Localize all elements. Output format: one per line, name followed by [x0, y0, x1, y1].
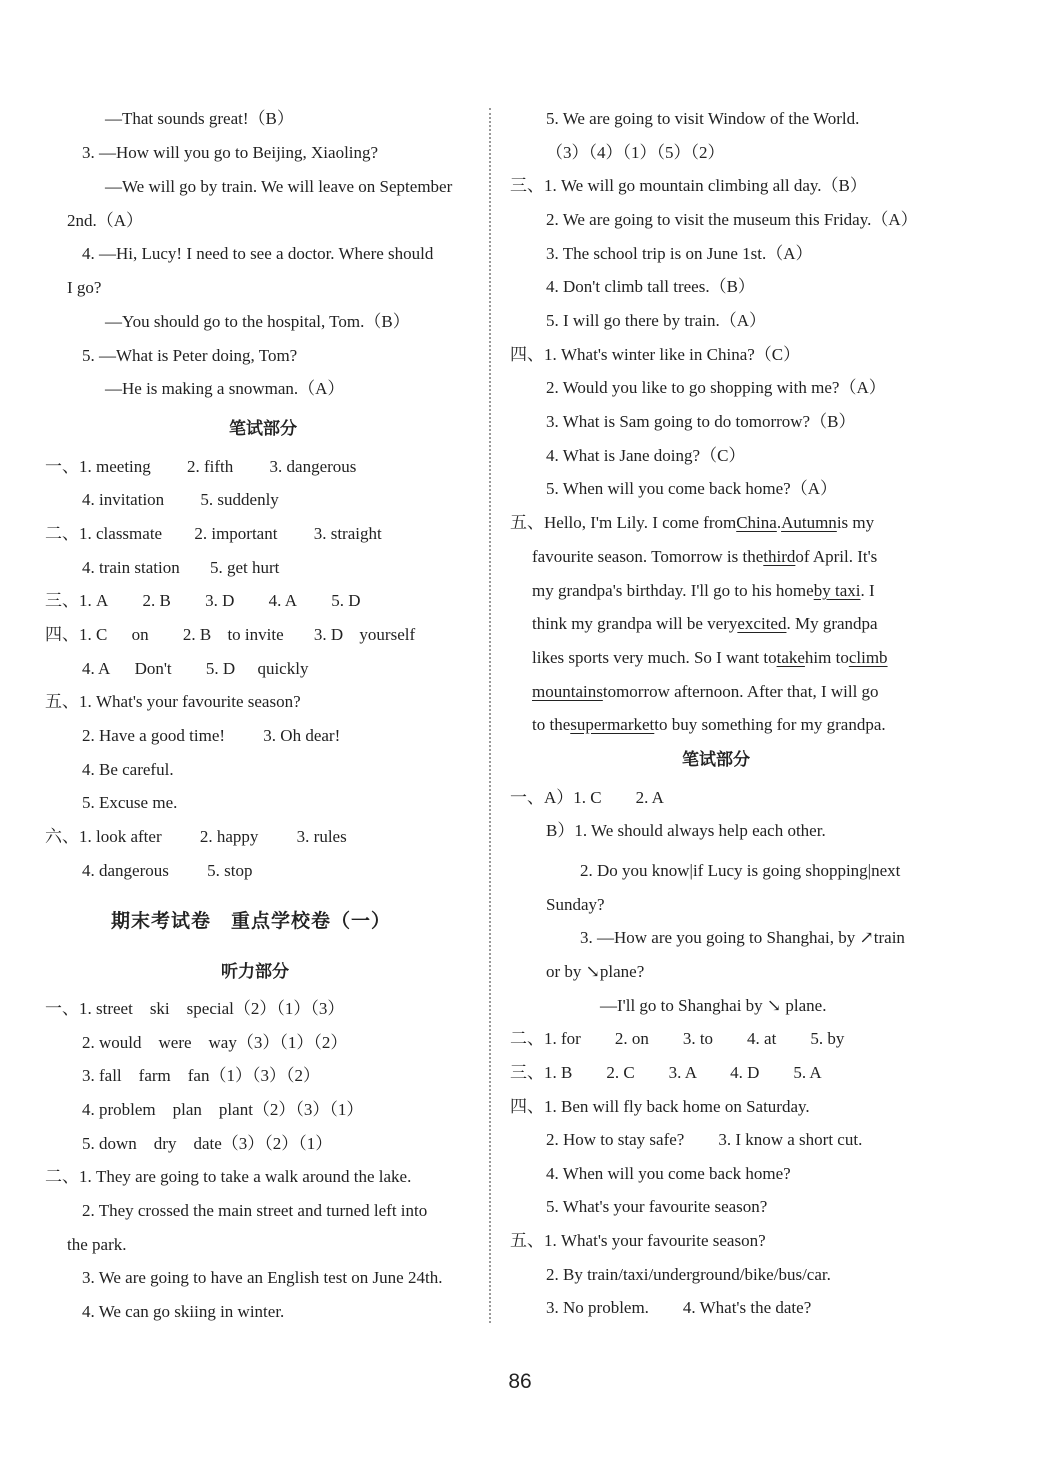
text: is my — [836, 513, 875, 532]
filled-blank: third — [763, 547, 796, 566]
answer: 2. Have a good time! — [82, 726, 226, 745]
answer: 3. straight — [313, 524, 382, 543]
answer-line: 5. Excuse me. — [82, 793, 178, 812]
text-line: 5. —What is Peter doing, Tom? — [82, 346, 298, 365]
text-line: 4. —Hi, Lucy! I need to see a doctor. Where should — [82, 244, 434, 263]
text-line: 5. We are going to visit Window of the World. — [546, 109, 860, 128]
text: . — [776, 513, 782, 532]
text: likes sports very much. So I want to — [532, 648, 777, 667]
answer: 3. dangerous — [269, 457, 357, 476]
answer-line: 2. They crossed the main street and turned left into — [82, 1201, 428, 1220]
text: tomorrow afternoon. After that, I will go — [602, 682, 879, 701]
answer: 二、1. classmate — [45, 524, 163, 543]
answer-line: 2. Do you know|if Lucy is going shopping|next — [580, 861, 901, 880]
answer-line: 五、1. What's your favourite season? — [45, 692, 301, 711]
filled-blank: China — [736, 513, 777, 532]
text: him to — [804, 648, 849, 667]
answer: 4. train station — [82, 558, 180, 577]
answer: 5. stop — [207, 861, 253, 880]
text-line: 四、1. What's winter like in China?（C） — [510, 345, 801, 364]
text-line: 2. Would you like to go shopping with me?（A） — [546, 378, 886, 397]
answer-line: 三、1. B 2. C 3. A 4. D 5. A — [510, 1063, 822, 1082]
answer-line: 2. would were way（3）（1）（2） — [82, 1033, 348, 1052]
answer: 4. dangerous — [82, 861, 169, 880]
text-line: 4. Don't climb tall trees.（B） — [546, 277, 755, 296]
answer: 3. D — [313, 625, 344, 644]
answer: 5. suddenly — [200, 490, 279, 509]
answer-line: the park. — [67, 1235, 127, 1254]
answer: on — [131, 625, 149, 644]
answer-line — [82, 860, 252, 882]
answer-line: 4. We can go skiing in winter. — [82, 1302, 285, 1321]
answer-line: 3. fall farm fan（1）（3）（2） — [82, 1066, 320, 1085]
answer: 四、1. C — [45, 625, 108, 644]
answer: to invite — [227, 625, 284, 644]
answer: 六、1. look after — [45, 827, 162, 846]
passage-line — [532, 681, 879, 703]
answer-line — [82, 489, 279, 511]
passage-line — [532, 613, 878, 635]
exam-title: 期末考试卷 重点学校卷（一） — [111, 910, 392, 932]
answer-line: 五、1. What's your favourite season? — [510, 1231, 766, 1250]
answer: 2. fifth — [187, 457, 234, 476]
text: my grandpa's birthday. I'll go to his home — [532, 581, 814, 600]
answer: 5. get hurt — [209, 558, 280, 577]
answer-line: Sunday? — [546, 895, 605, 914]
passage-line — [532, 647, 888, 669]
passage-line — [510, 512, 874, 534]
answer-line: 一、A）1. C 2. A — [510, 788, 664, 807]
answer: 一、1. meeting — [45, 457, 151, 476]
text: . My grandpa — [786, 614, 878, 633]
text: favourite season. Tomorrow is the — [532, 547, 764, 566]
section-heading: 笔试部分 — [229, 419, 297, 439]
answer-line: 5. What's your favourite season? — [546, 1197, 768, 1216]
answer: quickly — [257, 659, 309, 678]
filled-blank: mountains — [532, 682, 603, 701]
answer-line: B）1. We should always help each other. — [546, 821, 826, 840]
page-number: 86 — [508, 1370, 532, 1393]
answer-line: 4. When will you come back home? — [546, 1164, 791, 1183]
answer-line — [45, 826, 347, 848]
answer: 4. A — [82, 659, 111, 678]
passage-line — [532, 580, 875, 602]
text-line: 3. What is Sam going to do tomorrow?（B） — [546, 412, 856, 431]
text-line: 2nd.（A） — [67, 211, 144, 230]
answer-line: 一、1. street ski special（2）（1）（3） — [45, 999, 345, 1018]
text-line: —He is making a snowman.（A） — [105, 379, 345, 398]
text-line: —That sounds great!（B） — [105, 109, 294, 128]
answer-line: 2. How to stay safe? 3. I know a short cut. — [546, 1130, 863, 1149]
answer: 5. D — [205, 659, 236, 678]
answer-line: 二、1. for 2. on 3. to 4. at 5. by — [510, 1029, 845, 1048]
answer-line: 3. —How are you going to Shanghai, by ↗train — [580, 928, 905, 947]
text-line: I go? — [67, 278, 102, 297]
answer: 3. Oh dear! — [263, 726, 341, 745]
passage-line — [532, 546, 877, 568]
answer: 三、1. A — [45, 591, 109, 610]
filled-blank: supermarket — [570, 715, 655, 734]
text-line: —We will go by train. We will leave on September — [105, 177, 453, 196]
text: to buy something for my grandpa. — [654, 715, 886, 734]
answer-line: 4. Be careful. — [82, 760, 174, 779]
text-line: 5. I will go there by train.（A） — [546, 311, 767, 330]
section-heading: 听力部分 — [221, 962, 289, 982]
filled-blank: Autumn — [781, 513, 837, 532]
text: think my grandpa will be very — [532, 614, 738, 633]
answer: 4. A — [268, 591, 297, 610]
text: . I — [860, 581, 875, 600]
answer: 3. D — [205, 591, 235, 610]
answer: yourself — [359, 625, 416, 644]
answer-line — [45, 456, 356, 478]
filled-blank: take — [776, 648, 805, 667]
answer-line: —I'll go to Shanghai by ↘ plane. — [600, 996, 827, 1015]
answer: 2. happy — [199, 827, 259, 846]
text-line: 3. The school trip is on June 1st.（A） — [546, 244, 813, 263]
answer: Don't — [134, 659, 172, 678]
answer-line: 四、1. Ben will fly back home on Saturday. — [510, 1097, 810, 1116]
answer-line — [82, 557, 279, 579]
text-line: 5. When will you come back home?（A） — [546, 479, 837, 498]
answer-line — [82, 725, 340, 747]
answer-line — [45, 590, 361, 612]
answer-line: 2. By train/taxi/underground/bike/bus/car. — [546, 1265, 831, 1284]
answer: 4. invitation — [82, 490, 165, 509]
answer-line: 4. problem plan plant（2）（3）（1） — [82, 1100, 364, 1119]
answer: 2. B — [182, 625, 212, 644]
answer-line — [45, 523, 382, 545]
answer-line: 5. down dry date（3）（2）（1） — [82, 1134, 333, 1153]
filled-blank: by taxi — [813, 581, 861, 600]
text-line: 三、1. We will go mountain climbing all day.（B） — [510, 176, 867, 195]
filled-blank: excited — [737, 614, 787, 633]
text-line: —You should go to the hospital, Tom.（B） — [105, 312, 410, 331]
answer-line: or by ↘plane? — [546, 962, 645, 981]
column-divider — [489, 108, 491, 1323]
filled-blank: climb — [848, 648, 888, 667]
passage-line — [532, 714, 886, 736]
text: 五、Hello, I'm Lily. I come from — [510, 513, 737, 532]
section-heading: 笔试部分 — [682, 750, 750, 770]
answer: 2. B — [142, 591, 171, 610]
answer-line: 二、1. They are going to take a walk around the lake. — [45, 1167, 412, 1186]
text-line: 4. What is Jane doing?（C） — [546, 446, 746, 465]
text: of April. It's — [795, 547, 878, 566]
text-line: （3）（4）（1）（5）（2） — [546, 143, 725, 162]
answer-line: 3. No problem. 4. What's the date? — [546, 1298, 812, 1317]
answer: 5. D — [331, 591, 361, 610]
answer: 2. important — [194, 524, 278, 543]
text-line: 2. We are going to visit the museum this Friday.（A） — [546, 210, 918, 229]
answer-line — [45, 624, 415, 646]
answer-line — [82, 658, 308, 680]
answer: 3. rules — [296, 827, 347, 846]
text: to the — [532, 715, 571, 734]
answer-line: 3. We are going to have an English test on June 24th. — [82, 1268, 443, 1287]
text-line: 3. —How will you go to Beijing, Xiaoling? — [82, 143, 379, 162]
